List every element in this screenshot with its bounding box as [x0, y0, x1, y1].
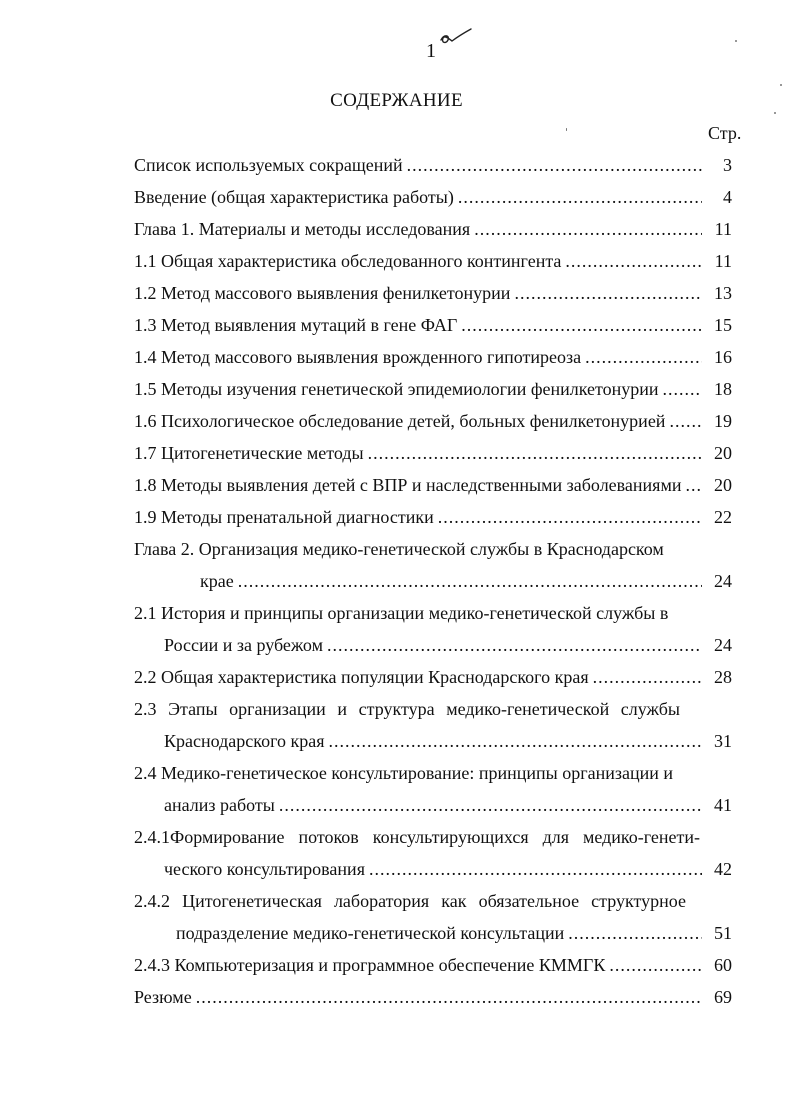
page-number: 1 — [426, 40, 436, 62]
toc-entry — [176, 923, 732, 949]
toc-entry — [134, 955, 732, 981]
toc-entry — [134, 379, 732, 405]
toc-entry-page: 60 — [714, 955, 732, 975]
toc-entry-text: 1.2 Метод массового выявления фенилкетонурии — [134, 283, 511, 303]
toc-entry-page: 16 — [714, 347, 732, 367]
toc-entry — [164, 859, 732, 885]
toc-entry — [134, 411, 732, 437]
toc-entry-page: 31 — [714, 731, 732, 751]
toc-entry-text: 2.2 Общая характеристика популяции Краснодарского края — [134, 667, 589, 687]
toc-entry-line1: 2.1 История и принципы организации медико-генетической службы в — [134, 603, 669, 623]
toc-entry-text: 1.3 Метод выявления мутаций в гене ФАГ — [134, 315, 458, 335]
toc-entry — [134, 347, 732, 373]
toc-leader-dots — [565, 251, 702, 272]
toc-entry-page: 4 — [723, 187, 732, 207]
toc-entry-text: Список используемых сокращений — [134, 155, 403, 175]
toc-entry — [134, 315, 732, 341]
toc-entry — [134, 187, 732, 213]
toc-entry-page: 20 — [714, 475, 732, 495]
toc-entry-text: анализ работы — [164, 795, 275, 815]
toc-leader-dots — [329, 731, 702, 752]
toc-entry-text: 1.9 Методы пренатальной диагностики — [134, 507, 434, 527]
toc-leader-dots — [514, 283, 702, 304]
toc-leader-dots — [407, 155, 702, 176]
toc-leader-dots — [663, 379, 702, 400]
toc-entry — [134, 283, 732, 309]
toc-entry-text: 1.8 Методы выявления детей с ВПР и наследственными заболеваниями — [134, 475, 682, 495]
toc-entry-text: 1.7 Цитогенетические методы — [134, 443, 364, 463]
toc-leader-dots — [474, 219, 702, 240]
toc-entry — [134, 443, 732, 469]
toc-entry — [134, 667, 732, 693]
toc-entry-line1: 2.4.1Формирование потоков консультирующихся для медико-генети- — [134, 827, 700, 847]
toc-leader-dots — [327, 635, 702, 656]
toc-entry-text: 1.4 Метод массового выявления врожденного гипотиреоза — [134, 347, 582, 367]
toc-entry — [200, 571, 732, 597]
toc-leader-dots — [585, 347, 702, 368]
toc-entry-text: 2.4.3 Компьютеризация и программное обеспечение КММГК — [134, 955, 606, 975]
toc-entry-line1: 2.4 Медико-генетическое консультирование: принципы организации и — [134, 763, 674, 783]
toc-leader-dots — [438, 507, 702, 528]
toc-leader-dots — [279, 795, 702, 816]
toc-entry-page: 41 — [714, 795, 732, 815]
scan-speck — [566, 128, 567, 131]
toc-entry-text: ческого консультирования — [164, 859, 365, 879]
toc-leader-dots — [238, 571, 702, 592]
toc-entry — [164, 795, 732, 821]
toc-entry-text: 1.5 Методы изучения генетической эпидемиологии фенилкетонурии — [134, 379, 659, 399]
toc-entry-page: 51 — [714, 923, 732, 943]
toc-entry-page: 15 — [714, 315, 732, 335]
toc-entry-page: 28 — [714, 667, 732, 687]
toc-entry-page: 13 — [714, 283, 732, 303]
toc-entry-page: 24 — [714, 635, 732, 655]
toc-leader-dots — [458, 187, 702, 208]
toc-entry-text: 1.6 Психологическое обследование детей, больных фенилкетонурией — [134, 411, 666, 431]
toc-entry-text: подразделение медико-генетической консультации — [176, 923, 565, 943]
toc-entry — [134, 987, 732, 1013]
toc-entry-text: крае — [200, 571, 234, 591]
toc-entry-line1: 2.3 Этапы организации и структура медико-генетической службы — [134, 699, 680, 719]
toc-entry-page: 69 — [714, 987, 732, 1007]
toc-entry-text: России и за рубежом — [164, 635, 323, 655]
toc-leader-dots — [593, 667, 702, 688]
toc-entry — [134, 219, 732, 245]
toc-entry-page: 19 — [714, 411, 732, 431]
toc-entry-page: 20 — [714, 443, 732, 463]
toc-entry-page: 42 — [714, 859, 732, 879]
page-title: СОДЕРЖАНИЕ — [330, 90, 463, 111]
toc-entry-page: 22 — [714, 507, 732, 527]
toc-leader-dots — [461, 315, 702, 336]
toc-entry-text: Резюме — [134, 987, 192, 1007]
toc-entry-page: 24 — [714, 571, 732, 591]
toc-entry-page: 11 — [714, 219, 732, 239]
toc-leader-dots — [196, 987, 702, 1008]
scan-speck — [780, 84, 782, 86]
toc-entry — [164, 731, 732, 757]
toc-leader-dots — [609, 955, 702, 976]
toc-entry-page: 18 — [714, 379, 732, 399]
toc-entry-text: Введение (общая характеристика работы) — [134, 187, 454, 207]
toc-entry-text: Краснодарского края — [164, 731, 325, 751]
toc-leader-dots — [568, 923, 702, 944]
toc-entry-text: 1.1 Общая характеристика обследованного контингента — [134, 251, 562, 271]
toc-entry — [134, 155, 732, 181]
scan-speck — [774, 112, 776, 114]
toc-leader-dots — [669, 411, 702, 432]
toc-leader-dots — [368, 443, 702, 464]
toc-entry-page: 3 — [723, 155, 732, 175]
toc-entry — [134, 475, 732, 501]
toc-entry — [134, 251, 732, 277]
page-column-header: Стр. — [708, 123, 742, 143]
toc-entry-line1: 2.4.2 Цитогенетическая лаборатория как обязательное структурное — [134, 891, 686, 911]
toc-entry — [164, 635, 732, 661]
toc-leader-dots — [685, 475, 702, 496]
toc-leader-dots — [369, 859, 702, 880]
toc-entry-text: Глава 1. Материалы и методы исследования — [134, 219, 471, 239]
toc-entry-line1: Глава 2. Организация медико-генетической службы в Краснодарском — [134, 539, 664, 559]
toc-entry — [134, 507, 732, 533]
toc-entry-page: 11 — [714, 251, 732, 271]
scan-speck — [735, 40, 737, 42]
